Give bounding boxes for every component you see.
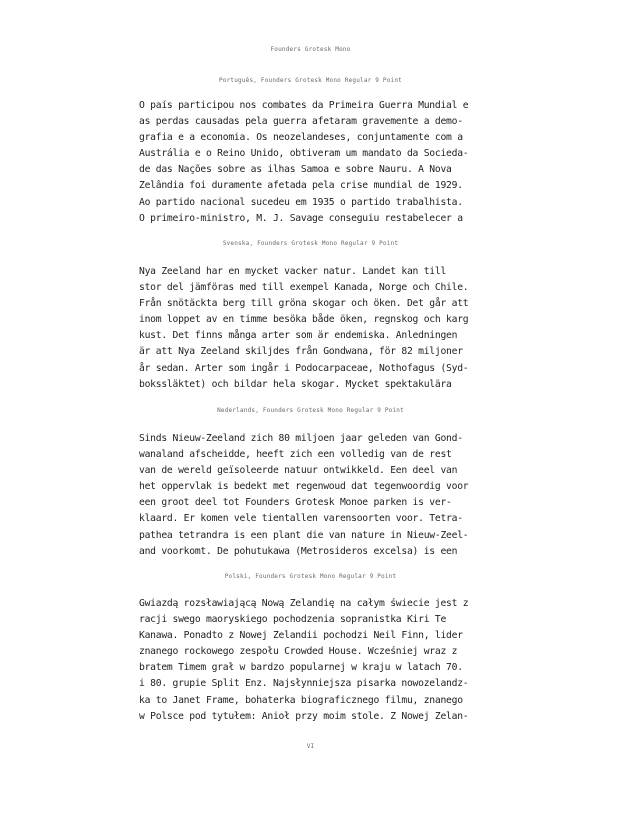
text-line: wanaland afscheidde, heeft zich een volledig van de rest: [139, 449, 452, 461]
text-line: Från snötäckta berg till gröna skogar och öken. Det går att: [139, 298, 469, 310]
paragraph-nederlands: [139, 431, 489, 560]
text-line: grafia e a economia. Os neozelandeses, conjuntamente com a: [139, 132, 463, 144]
text-line: O país participou nos combates da Primeira Guerra Mundial e: [139, 100, 469, 111]
text-line: ka to Janet Frame, bohaterka biograficznego filmu, znanego: [139, 694, 463, 706]
section-caption-polski: Polski, Founders Grotesk Mono Regular 9 Point: [224, 573, 397, 580]
paragraph-polski: [139, 596, 489, 725]
text-line: racji swego maoryskiego pochodzenia sopranistka Kiri Te: [139, 614, 447, 626]
text-line: i 80. grupie Split Enz. Najsłynniejsza pisarka nowozelandz-: [139, 678, 469, 690]
text-line: Sinds Nieuw-Zeeland zich 80 miljoen jaar geleden van Gond-: [139, 433, 463, 444]
text-line: Kanawa. Ponadto z Nowej Zelandii pochodzi Neil Finn, lider: [139, 630, 463, 642]
text-line: är att Nya Zeeland skiljdes från Gondwana, för 82 miljoner: [139, 346, 463, 358]
paragraph-portugues: [139, 98, 489, 227]
page-header-title: Founders Grotesk Mono: [270, 46, 351, 53]
text-line: as perdas causadas pela guerra afetaram gravemente a demo-: [139, 116, 463, 128]
text-line: Ao partido nacional sucedeu em 1935 o partido trabalhista.: [139, 196, 463, 208]
text-line: stor del jämföras med till exempel Kanada, Norge och Chile.: [139, 282, 469, 294]
text-line: Gwiazdą rozsławiającą Nową Zelandię na całym świecie jest z: [139, 598, 469, 609]
text-line: klaard. Er komen vele tientallen varensoorten voor. Tetra-: [139, 513, 463, 525]
page-number: VI: [306, 743, 315, 750]
text-line: bokssläktet) och bildar hela skogar. Mycket spektakulära: [139, 378, 452, 390]
text-line: Nya Zeeland har en mycket vacker natur. Landet kan till: [139, 266, 447, 277]
section-caption-svenska: Svenska, Founders Grotesk Mono Regular 9 Point: [222, 240, 399, 247]
text-line: een groot deel tot Founders Grotesk Monoe parken is ver-: [139, 497, 452, 509]
text-line: het oppervlak is bedekt met regenwoud dat tegenwoordig voor: [139, 481, 469, 493]
text-line: van de wereld geïsoleerde natuur ontwikkeld. Een deel van: [139, 465, 458, 477]
text-line: Austrália e o Reino Unido, obtiveram um mandato da Socieda-: [139, 148, 469, 160]
text-line: and voorkomt. De pohutukawa (Metrosideros excelsa) is een: [139, 545, 458, 557]
text-line: kust. Det finns många arter som är endemiska. Anledningen: [139, 330, 458, 342]
text-line: inom loppet av en timme besöka både öken, regnskog och karg: [139, 314, 469, 326]
section-caption-nederlands: Nederlands, Founders Grotesk Mono Regular 9 Point: [217, 407, 404, 414]
section-caption-portugues: Português, Founders Grotesk Mono Regular 9 Point: [219, 77, 402, 84]
text-line: pathea tetrandra is een plant die van nature in Nieuw-Zeel-: [139, 529, 469, 541]
text-line: de das Nações sobre as ilhas Samoa e sobre Nauru. A Nova: [139, 164, 452, 176]
text-line: bratem Timem grał w bardzo popularnej w kraju w latach 70.: [139, 662, 463, 674]
text-line: znanego rockowego zespołu Crowded House. Wcześniej wraz z: [139, 646, 458, 658]
text-line: O primeiro-ministro, M. J. Savage conseguiu restabelecer a: [139, 212, 463, 224]
paragraph-svenska: [139, 264, 489, 393]
text-line: år sedan. Arter som ingår i Podocarpaceae, Nothofagus (Syd-: [139, 362, 469, 374]
text-line: Zelândia foi duramente afetada pela crise mundial de 1929.: [139, 180, 463, 192]
text-line: w Polsce pod tytułem: Anioł przy moim stole. Z Nowej Zelan-: [139, 710, 469, 722]
